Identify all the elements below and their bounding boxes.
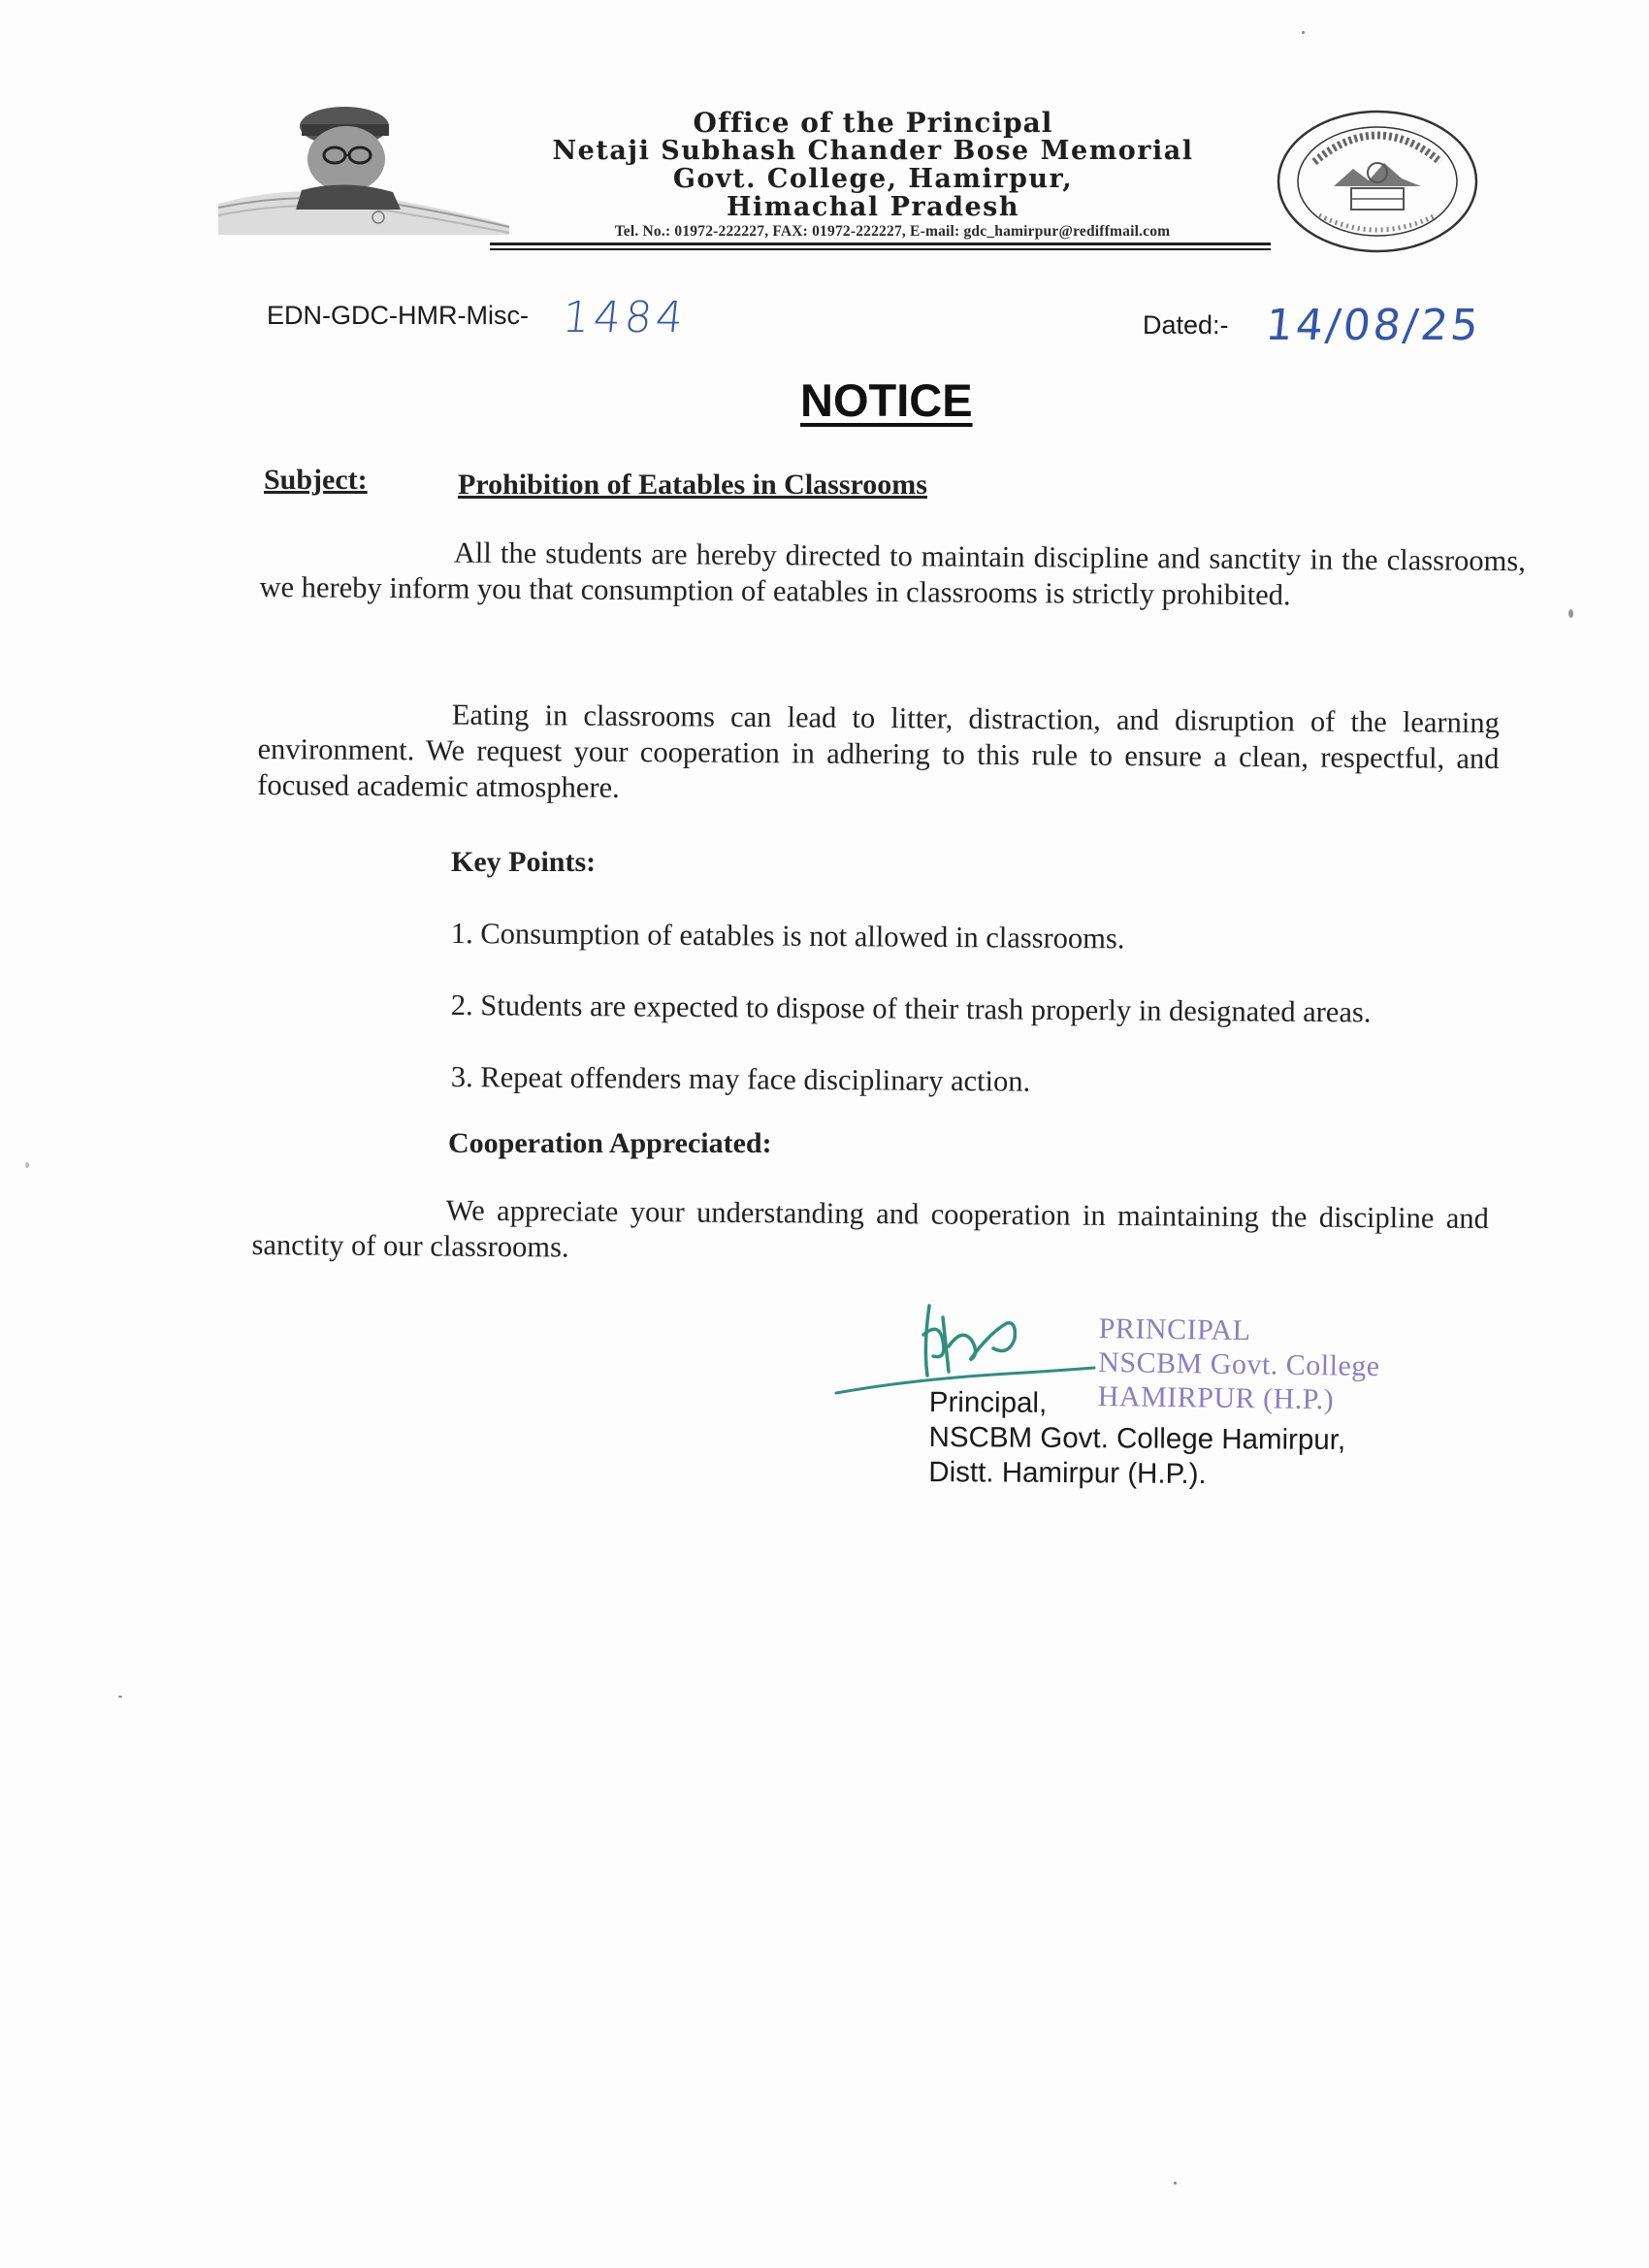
signatory-district: Distt. Hamirpur (H.P.). — [928, 1455, 1207, 1490]
key-point-item: 2. Students are expected to dispose of their trash properly in designated areas. — [450, 988, 1372, 1029]
office-line: Office of the Principal — [693, 107, 1053, 139]
stamp-line: PRINCIPAL — [1098, 1312, 1251, 1347]
netaji-portrait-logo — [218, 89, 509, 235]
reference-prefix: EDN-GDC-HMR-Misc- — [267, 301, 529, 330]
letterhead-title — [495, 109, 1251, 221]
stamp-line: HAMIRPUR (H.P.) — [1097, 1379, 1335, 1416]
stamp-line: NSCBM Govt. College — [1098, 1345, 1380, 1383]
college-line-2: Govt. College, Hamirpur, — [672, 164, 1074, 194]
notice-title: NOTICE — [800, 374, 973, 426]
key-point-item: 3. Repeat offenders may face disciplinary action. — [450, 1060, 1031, 1098]
paragraph-reason — [257, 696, 1500, 813]
college-seal-emblem — [1276, 109, 1479, 254]
scan-speck — [118, 1696, 122, 1698]
date-handwritten: 14/08/25 — [1263, 301, 1484, 350]
scan-speck — [1568, 609, 1573, 618]
subject-label: Subject: — [264, 464, 368, 496]
subject-text: Prohibition of Eatables in Classrooms — [458, 469, 927, 501]
signatory-college: NSCBM Govt. College Hamirpur, — [928, 1420, 1346, 1456]
scan-speck — [1302, 31, 1305, 34]
key-point-item: 1. Consumption of eatables is not allowed in classrooms. — [450, 917, 1125, 956]
paragraph-reason-text: Eating in classrooms can lead to litter, distraction, and disruption of the learning environment. We request your cooperation in adhering to this rule to ensure a clean, respectful, and focused academic atmosphere. — [257, 697, 1500, 804]
key-points-heading: Key Points: — [451, 846, 597, 878]
contact-line: Tel. No.: 01972-222227, FAX: 01972-222227, E-mail: gdc_hamirpur@rediffmail.com — [614, 223, 1171, 240]
dated-label: Dated:- — [1143, 310, 1229, 340]
reference-number-handwritten: 1484 — [560, 293, 690, 342]
paragraph-directive — [259, 534, 1526, 615]
letterhead-rule — [490, 243, 1271, 245]
state-line: Himachal Pradesh — [727, 192, 1019, 222]
paragraph-closing — [251, 1191, 1489, 1273]
scan-speck — [1174, 2182, 1177, 2185]
signatory-block — [928, 1385, 1345, 1493]
signatory-title: Principal, — [928, 1386, 1048, 1419]
college-line-1: Netaji Subhash Chander Bose Memorial — [552, 136, 1194, 166]
scan-speck — [25, 1162, 29, 1168]
paragraph-closing-text: We appreciate your understanding and cooperation in maintaining the discipline and sanctity of our classrooms. — [251, 1193, 1489, 1264]
paragraph-directive-text: All the students are hereby directed to maintain discipline and sanctity in the classrooms, we hereby inform you that consumption of eatables in classrooms is strictly prohibited. — [259, 535, 1526, 612]
cooperation-heading: Cooperation Appreciated: — [448, 1127, 772, 1159]
letterhead-rule-thin — [490, 248, 1271, 250]
